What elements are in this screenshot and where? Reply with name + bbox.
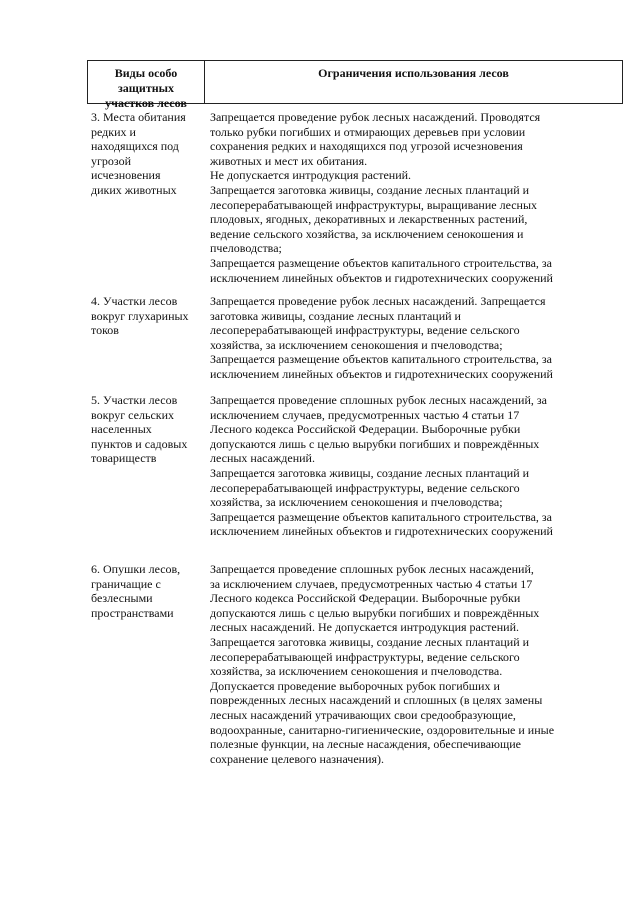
restriction-line: за исключением случаев, предусмотренных частью 4 статьи 17 (210, 576, 533, 591)
restriction-line: лесных насаждений. Не допускается интродукция растений. (210, 620, 520, 635)
header-col-types: Виды особо защитных участков лесов (88, 61, 205, 103)
restriction-line: только рубки погибших и отмирающих деревьев при условии (210, 124, 526, 139)
restriction-line: лесоперерабатывающей инфраструктуры, выращивание лесных (210, 197, 538, 212)
restriction-line: ведение сельского хозяйства, за исключением сенокошения и (210, 226, 524, 241)
restriction-line: лесных насаждений утрачивающих свои средообразующие, (210, 707, 516, 722)
row-restrictions (210, 110, 640, 285)
restriction-line: Запрещается размещение объектов капитального строительства, за (210, 255, 552, 270)
restriction-line: допускаются лишь с целью вырубки погибших и повреждённых (210, 605, 540, 620)
restriction-line: Лесного кодекса Российской Федерации. Выборочные рубки (210, 422, 521, 437)
restriction-line: лесоперерабатывающей инфраструктуры, ведение сельского (210, 480, 520, 495)
restriction-line: исключением линейных объектов и гидротехнических сооружений (210, 524, 553, 539)
restriction-line: плодовых, ягодных, декоративных и лекарственных растений, (210, 212, 528, 227)
restriction-line: Запрещается заготовка живицы, создание лесных плантаций и (210, 465, 530, 480)
row-restrictions (210, 294, 640, 382)
restriction-line: водоохранные, санитарно-гигиенические, оздоровительные и иные (210, 722, 555, 737)
restriction-line: пчеловодства; (210, 241, 282, 256)
restriction-line: исключением линейных объектов и гидротехнических сооружений (210, 270, 553, 285)
restriction-line: Запрещается заготовка живицы, создание лесных плантаций и (210, 634, 530, 649)
restriction-line: лесных насаждений. (210, 451, 315, 466)
restriction-line: животных и мест их обитания. (210, 153, 368, 168)
restriction-line: Запрещается заготовка живицы, создание лесных плантаций и (210, 182, 530, 197)
row-restrictions (210, 562, 640, 766)
row-area-type: 5. Участки лесов вокруг сельских населенных пунктов и садовых товариществ (91, 393, 188, 466)
restriction-line: хозяйства, за исключением сенокошения и пчеловодства; (210, 495, 503, 510)
restriction-line: Запрещается размещение объектов капитального строительства, за (210, 352, 552, 367)
restriction-line: поврежденных лесных насаждений и сплошных (в целях замены (210, 693, 543, 708)
restriction-line: лесоперерабатывающей инфраструктуры, ведение сельского (210, 323, 520, 338)
row-area-type: 4. Участки лесов вокруг глухариных токов (91, 294, 189, 338)
restriction-line: заготовка живицы, создание лесных плантаций и (210, 308, 461, 323)
restriction-line: Допускается проведение выборочных рубок погибших и (210, 678, 500, 693)
restriction-line: исключением линейных объектов и гидротехнических сооружений (210, 366, 553, 381)
restriction-line: Запрещается проведение рубок лесных насаждений. Запрещается (210, 294, 546, 308)
restriction-line: Не допускается интродукция растений. (210, 168, 412, 183)
row-restrictions (210, 393, 640, 539)
restriction-line: хозяйства, за исключением сенокошения и пчеловодства. (210, 664, 503, 679)
restriction-line: допускаются лишь с целью вырубки погибших и повреждённых (210, 436, 540, 451)
restriction-line: исключением случаев, предусмотренных частью 4 статьи 17 (210, 407, 520, 422)
restriction-line: Запрещается проведение рубок лесных насаждений. Проводятся (210, 110, 541, 124)
row-area-type: 3. Места обитания редких и находящихся под угрозой исчезновения диких животных (91, 110, 186, 197)
header-col-restrictions: Ограничения использования лесов (318, 66, 509, 80)
restriction-line: Запрещается проведение сплошных рубок лесных насаждений, за (210, 393, 547, 407)
restriction-line: хозяйства, за исключением сенокошения и пчеловодства; (210, 337, 503, 352)
row-area-type: 6. Опушки лесов, граничащие с безлесными пространствами (91, 562, 181, 620)
restriction-line: Лесного кодекса Российской Федерации. Выборочные рубки (210, 591, 521, 606)
restriction-line: лесоперерабатывающей инфраструктуры, ведение сельского (210, 649, 520, 664)
restriction-line: полезные функции, на лесные насаждения, обеспечивающие (210, 737, 521, 752)
table-header (87, 60, 623, 110)
restriction-line: Запрещается проведение сплошных рубок лесных насаждений, (210, 562, 534, 576)
restriction-line: сохранение целевого назначения). (210, 751, 385, 766)
restriction-line: Запрещается размещение объектов капитального строительства, за (210, 509, 552, 524)
restriction-line: сохранения редких и находящихся под угрозой исчезновения (210, 139, 523, 154)
